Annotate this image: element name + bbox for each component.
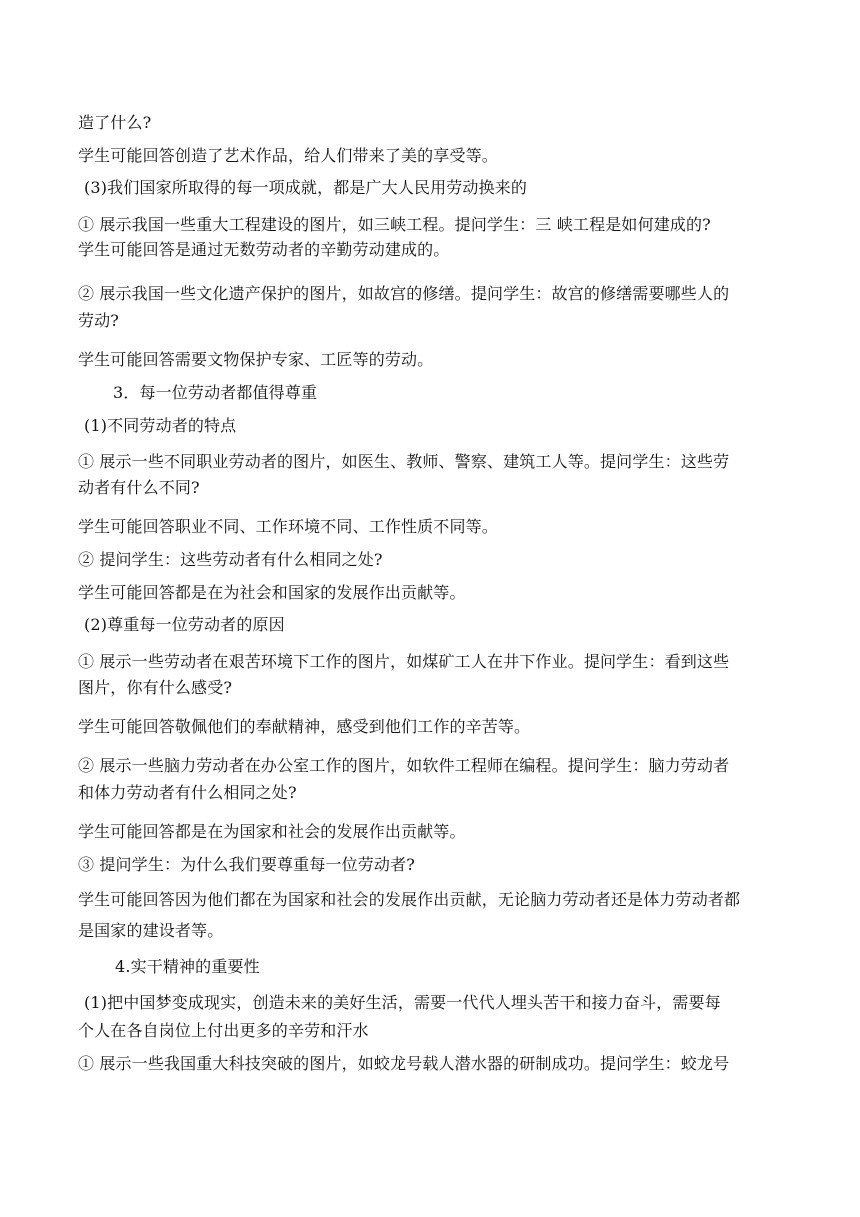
subsection-heading: (3)我们国家所取得的每一项成就，都是广大人民用劳动换来的 — [84, 178, 528, 197]
student-answer: 学生可能回答因为他们都在为国家和社会的发展作出贡献，无论脑力劳动者还是体力劳动者都 — [78, 890, 741, 909]
activity-item: ① 展示一些我国重大科技突破的图片，如蛟龙号载人潜水器的研制成功。提问学生：蛟龙号 — [78, 1054, 730, 1073]
section-heading: 3．每一位劳动者都值得尊重 — [113, 383, 318, 402]
activity-item: ② 提问学生：这些劳动者有什么相同之处? — [78, 550, 383, 569]
student-answer: 学生可能回答都是在为社会和国家的发展作出贡献等。 — [78, 583, 466, 602]
text-line: 劳动? — [78, 311, 120, 330]
activity-item: ② 展示一些脑力劳动者在办公室工作的图片，如软件工程师在编程。提问学生：脑力劳动者 — [78, 756, 730, 775]
student-answer: 学生可能回答职业不同、工作环境不同、工作性质不同等。 — [78, 517, 498, 536]
student-answer: 学生可能回答都是在为国家和社会的发展作出贡献等。 — [78, 822, 466, 841]
activity-item: ① 展示一些劳动者在艰苦环境下工作的图片，如煤矿工人在井下作业。提问学生：看到这些 — [78, 652, 730, 671]
activity-item: ① 展示我国一些重大工程建设的图片，如三峡工程。提问学生：三 峡工程是如何建成的? — [78, 215, 711, 234]
text-line: 是国家的建设者等。 — [78, 921, 224, 940]
text-line: 图片，你有什么感受? — [78, 678, 233, 697]
text-line: 个人在各自岗位上付出更多的辛劳和汗水 — [78, 1021, 369, 1040]
text-line: 动者有什么不同? — [78, 478, 200, 497]
text-line: 造了什么? — [78, 113, 152, 132]
student-answer: 学生可能回答是通过无数劳动者的辛勤劳动建成的。 — [78, 240, 450, 259]
student-answer: 学生可能回答需要文物保护专家、工匠等的劳动。 — [78, 350, 434, 369]
student-answer: 学生可能回答创造了艺术作品，给人们带来了美的享受等。 — [78, 146, 498, 165]
activity-item: ② 展示我国一些文化遗产保护的图片，如故宫的修缮。提问学生：故宫的修缮需要哪些人的 — [78, 284, 730, 303]
activity-item: ① 展示一些不同职业劳动者的图片，如医生、教师、警察、建筑工人等。提问学生：这些劳 — [78, 452, 730, 471]
subsection-heading: (1)不同劳动者的特点 — [84, 416, 237, 435]
subsection-heading: (2)尊重每一位劳动者的原因 — [84, 615, 285, 634]
subsection-heading: (1)把中国梦变成现实，创造未来的美好生活，需要一代代人埋头苦干和接力奋斗，需要每 — [84, 993, 721, 1012]
student-answer: 学生可能回答敬佩他们的奉献精神，感受到他们工作的辛苦等。 — [78, 717, 531, 736]
section-heading: 4.实干精神的重要性 — [115, 957, 260, 976]
text-line: 和体力劳动者有什么相同之处? — [78, 783, 297, 802]
activity-item: ③ 提问学生：为什么我们要尊重每一位劳动者? — [78, 855, 415, 874]
